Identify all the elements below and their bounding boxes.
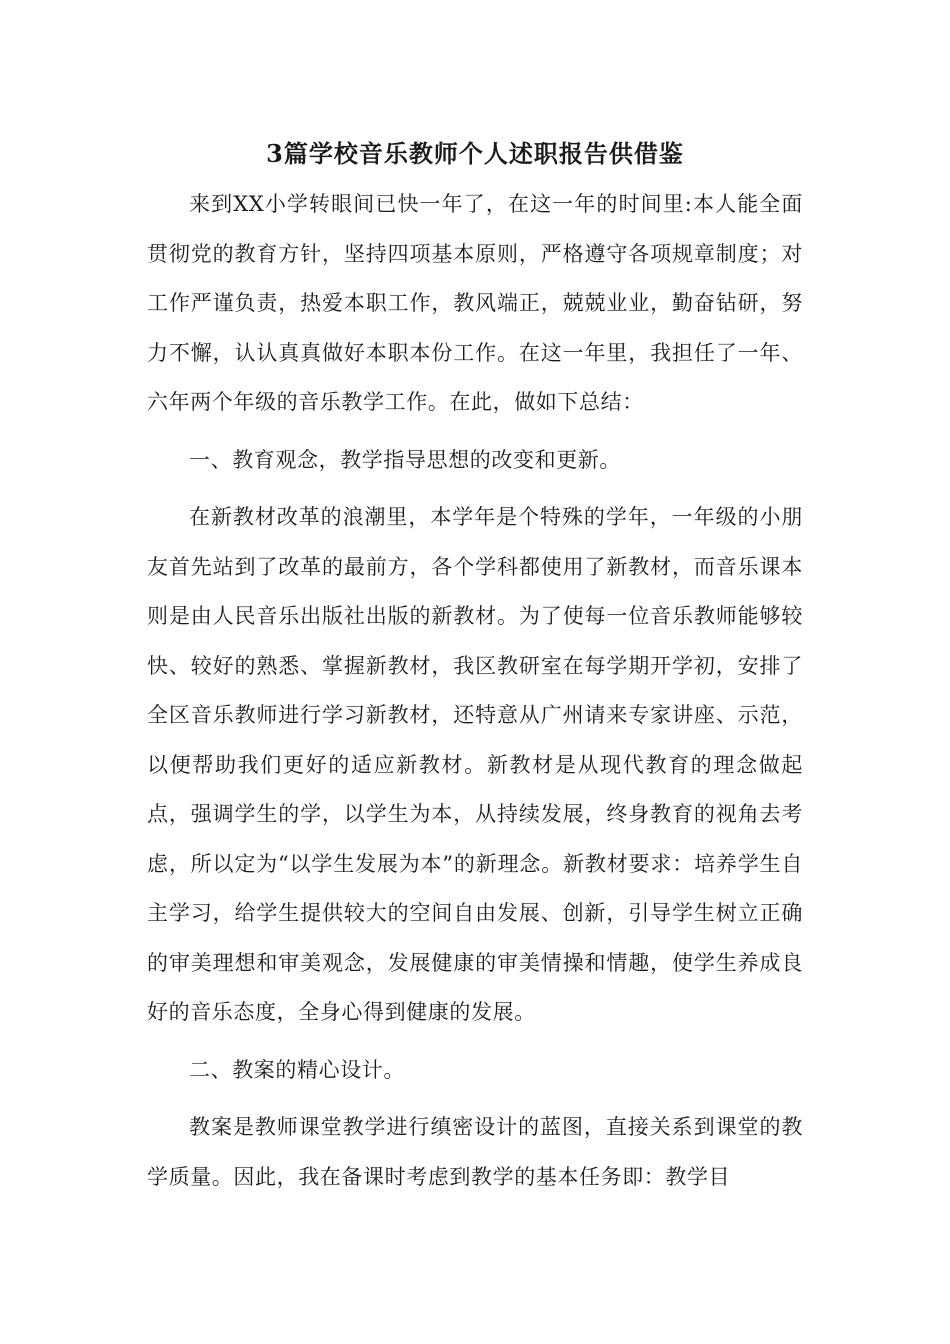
section-heading-2: 二、教案的精心设计。 [189,1057,405,1082]
paragraph-section-2: 教案是教师课堂教学进行缜密设计的蓝图，直接关系到课堂的教学质量。因此，我在备课时考虑到教学的基本任务即：教学目 [147,1115,803,1189]
document-title: 3篇学校音乐教师个人述职报告供借鉴 [266,139,684,168]
paragraph-section-1: 在新教材改革的浪潮里，本学年是个特殊的学年，一年级的小朋友首先站到了改革的最前方，各个学科都使用了新教材，而音乐课本则是由人民音乐出版社出版的新教材。为了使每一位音乐教师能够较快、较好的熟悉、掌握新教材，我区教研室在每学期开学初，安排了全区音乐教师进行学习新教材，还特意从广州请来专家讲座、示范，以便帮助我们更好的适应新教材。新教材是从现代教育的理念做起点，强调学生的学，以学生为本，从持续发展，终身教育的视角去考虑，所以定为“以学生发展为本”的新理念。新教材要求：培养学生自主学习，给学生提供较大的空间自由发展、创新，引导学生树立正确的审美理想和审美观念，发展健康的审美情操和情趣，使学生养成良好的音乐态度，全身心得到健康的发展。 [147,505,803,1024]
section-heading-1: 一、教育观念，教学指导思想的改变和更新。 [189,447,621,472]
document-body [147,180,803,1202]
paragraph-intro: 来到XX小学转眼间已快一年了，在这一年的时间里:本人能全面贯彻党的教育方针，坚持四项基本原则，严格遵守各项规章制度；对工作严谨负责，热爱本职工作，教风端正，兢兢业业，勤奋钻研，努力不懈，认认真真做好本职本份工作。在这一年里，我担任了一年、六年两个年级的音乐教学工作。在此，做如下总结： [147,192,803,414]
